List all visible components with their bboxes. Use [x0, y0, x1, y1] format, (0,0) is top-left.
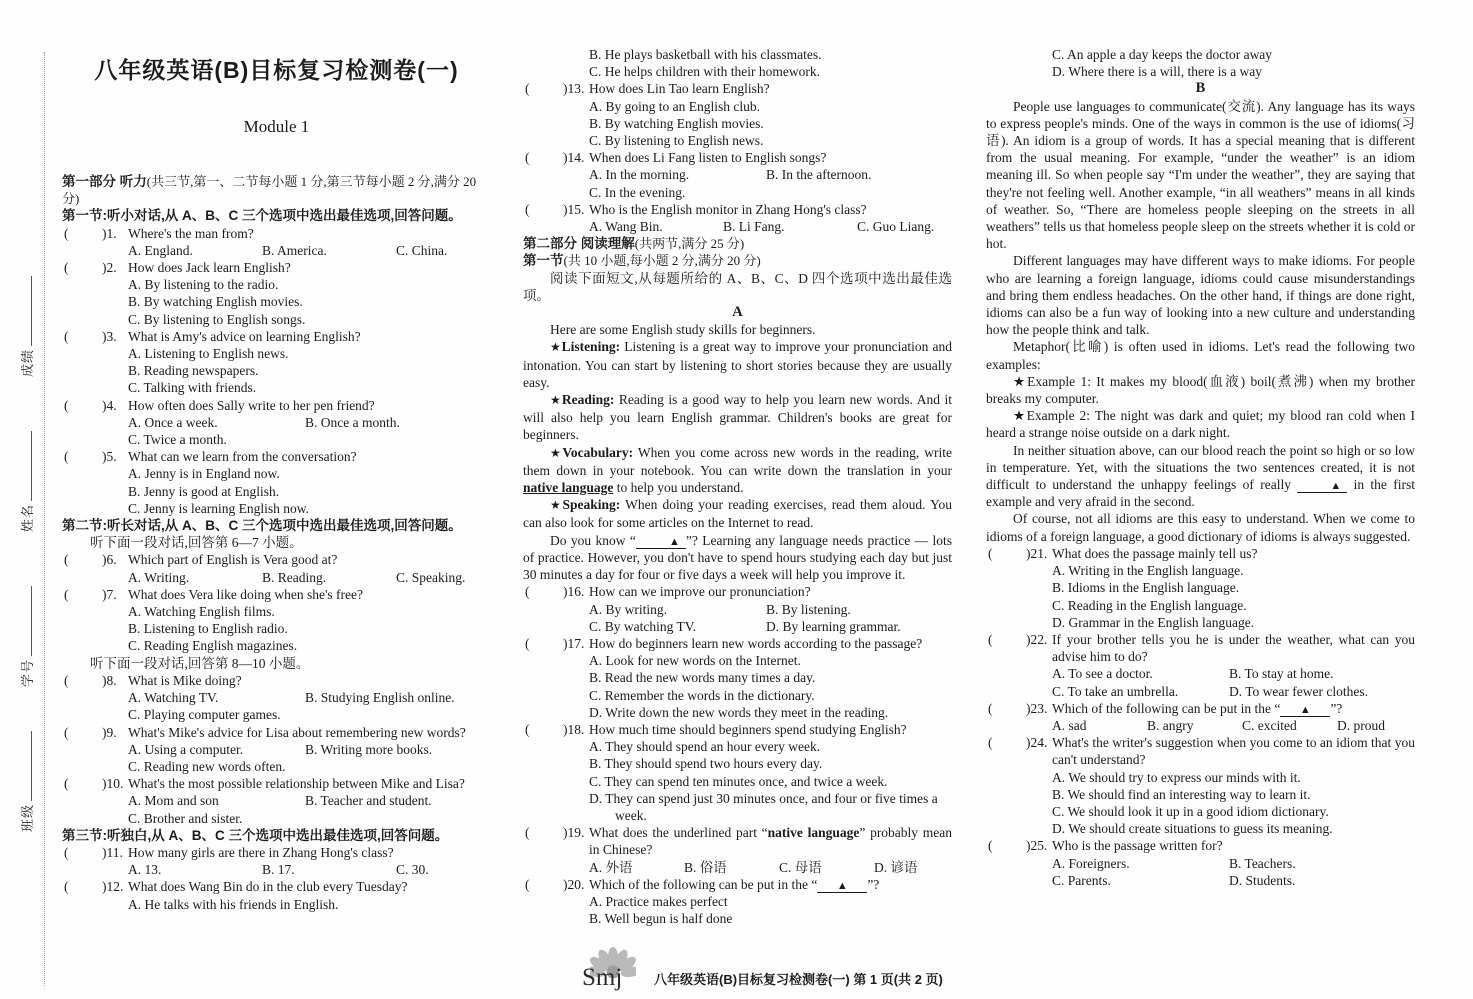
class-blank-line[interactable]: [19, 731, 32, 801]
answer-paren: (: [525, 584, 530, 600]
option: A. England.: [128, 242, 193, 258]
question-5: ( )5. What can we learn from the conversation?: [64, 449, 357, 465]
question-number: )3.: [102, 328, 117, 344]
question-number: )14.: [563, 150, 585, 166]
answer-paren: (: [64, 449, 69, 465]
question-number: )5.: [102, 449, 117, 465]
question-number: )20.: [563, 876, 585, 892]
part-heading: 第一部分 听力(共三节,第一、二节每小题 1 分,第三节每小题 2 分,满分 20 分): [62, 174, 477, 207]
question-number: )13.: [563, 81, 585, 97]
question-9: ( )9. What's Mike's advice for Lisa about remembering new words?: [64, 724, 466, 740]
question-number: )4.: [102, 397, 117, 413]
option: C. China.: [396, 242, 448, 258]
margin-field-class: [17, 731, 36, 832]
option: D. They can spend just 30 minutes once, and four or five times a week.: [589, 790, 938, 823]
option: C. excited: [1242, 717, 1297, 733]
option: C. He helps children with their homework.: [589, 64, 820, 80]
question-12: ( )12. What does Wang Bin do in the club every Tuesday?: [64, 879, 408, 895]
option: B. He plays basketball with his classmates.: [589, 47, 822, 62]
column-3: [986, 46, 1415, 889]
footer-page-info: 八年级英语(B)目标复习检测卷(一) 第 1 页(共 2 页): [654, 972, 943, 987]
question-number: )6.: [102, 552, 117, 568]
option: C. They can spend ten minutes once, and twice a week.: [589, 773, 888, 789]
option-row: [986, 855, 1415, 872]
answer-paren: (: [64, 260, 69, 276]
section-instruction: 第三节:听独白,从 A、B、C 三个选项中选出最佳选项,回答问题。: [62, 827, 449, 843]
answer-paren: (: [525, 825, 530, 841]
option: A. By going to an English club.: [589, 98, 760, 114]
question-number: )1.: [102, 225, 117, 241]
option: A. Watching English films.: [128, 604, 275, 620]
score-blank-line[interactable]: [19, 276, 32, 346]
reading-instruction: 阅读下面短文,从每题所给的 A、B、C、D 四个选项中选出最佳选项。: [523, 270, 952, 303]
option: B. Reading.: [262, 569, 327, 585]
question-25: ( )25. Who is the passage written for?: [988, 838, 1223, 854]
option-row: [986, 872, 1415, 889]
option: C. Reading English magazines.: [128, 638, 298, 654]
option-row: [523, 166, 952, 183]
question-13: ( )13. How does Lin Tao learn English?: [525, 81, 770, 97]
option: B. Teachers.: [1229, 855, 1296, 871]
option: C. Parents.: [1052, 872, 1111, 888]
question-number: )25.: [1026, 838, 1048, 854]
option: C. Remember the words in the dictionary.: [589, 687, 815, 703]
column-3-content: [986, 46, 1415, 889]
fold-line: [44, 52, 45, 986]
question-number: )18.: [563, 721, 585, 737]
option-row: [986, 717, 1415, 734]
option-row: [986, 665, 1415, 682]
answer-paren: (: [64, 328, 69, 344]
question-6: ( )6. Which part of English is Vera good at?: [64, 552, 338, 568]
module-heading: Module 1: [243, 117, 310, 136]
question-3: ( )3. What is Amy's advice on learning English?: [64, 328, 361, 344]
question-24: ( )24. What's the writer's suggestion when you come to an idiom that you can't understand?: [988, 735, 1415, 768]
answer-paren: (: [64, 397, 69, 413]
question-number: )15.: [563, 201, 585, 217]
option: A. By listening to the radio.: [128, 277, 279, 293]
question-number: )12.: [102, 879, 124, 895]
answer-blank: ▲: [1297, 480, 1347, 493]
answer-blank: ▲: [1280, 704, 1330, 717]
column-2-content: [523, 46, 952, 927]
section-instruction: 第一节:听小对话,从 A、B、C 三个选项中选出最佳选项,回答问题。: [62, 208, 462, 224]
option: A. Listening to English news.: [128, 346, 289, 362]
question-23: ( )23. Which of the following can be put in the “ ▲ ”?: [988, 700, 1343, 716]
question-number: )16.: [563, 584, 585, 600]
option: B. They should spend two hours every day.: [589, 756, 823, 772]
listening-instruction: 听下面一段对话,回答第 8—10 小题。: [90, 655, 310, 671]
margin-label-student-number: 学号: [20, 658, 35, 687]
passage-paragraph: ★Reading: Reading is a good way to help you learn new words. And it will also help you learn English grammar. Children's books are great for beginners.: [523, 392, 952, 443]
passage-paragraph: ★Example 1: It makes my blood(血液) boil(煮沸) when my brother breaks my computer.: [986, 373, 1415, 407]
answer-paren: (: [525, 150, 530, 166]
option: C. Guo Liang.: [857, 219, 935, 235]
option-row: [62, 689, 491, 706]
part-heading: 第一节(共 10 小题,每小题 2 分,满分 20 分): [523, 253, 761, 269]
option: B. Writing more books.: [305, 741, 433, 757]
passage-paragraph: Do you know “ ▲ ”? Learning any language needs practice — lots of practice. However, you don't have to spend hours studying each day but just 30 minutes a day for four or five days a week will help you improve it.: [523, 532, 952, 583]
option: B. Teacher and student.: [305, 793, 432, 809]
answer-paren: (: [64, 586, 69, 602]
question-number: )17.: [563, 635, 585, 651]
star-icon: ★: [550, 340, 562, 355]
star-icon: ★: [550, 393, 562, 408]
question-7: ( )7. What does Vera like doing when she's free?: [64, 586, 363, 602]
option: B. Read the new words many times a day.: [589, 670, 816, 686]
answer-paren: (: [64, 879, 69, 895]
option: C. Reading in the English language.: [1052, 597, 1247, 613]
column-1: [62, 46, 491, 913]
question-2: ( )2. How does Jack learn English?: [64, 260, 291, 276]
margin-field-student-number: [17, 586, 36, 687]
option: C. By watching TV.: [589, 618, 697, 634]
option: A. Once a week.: [128, 414, 218, 430]
option: B. We should find an interesting way to learn it.: [1052, 786, 1311, 802]
answer-paren: (: [64, 844, 69, 860]
option: A. In the morning.: [589, 167, 690, 183]
answer-blank: ▲: [636, 536, 686, 549]
option-row: [62, 569, 491, 586]
answer-paren: (: [525, 201, 530, 217]
answer-paren: (: [988, 735, 993, 751]
question-number: )10.: [102, 776, 124, 792]
option: B. By listening.: [766, 601, 851, 617]
option: C. 母语: [779, 859, 822, 875]
section-instruction: 第二节:听长对话,从 A、B、C 三个选项中选出最佳选项,回答问题。: [62, 518, 462, 534]
question-number: )8.: [102, 672, 117, 688]
option: D. Grammar in the English language.: [1052, 614, 1255, 630]
option-row: [523, 601, 952, 618]
question-1: ( )1. Where's the man from?: [64, 225, 254, 241]
answer-paren: (: [64, 552, 69, 568]
answer-paren: (: [988, 545, 993, 561]
answer-paren: (: [988, 631, 993, 647]
option: A. Using a computer.: [128, 741, 244, 757]
answer-paren: (: [64, 672, 69, 688]
answer-paren: (: [988, 700, 993, 716]
smj-logo-text: Smj: [582, 964, 623, 991]
option: C. By listening to English news.: [589, 133, 764, 149]
passage-paragraph: Metaphor(比喻) is often used in idioms. Let's read the following two examples:: [986, 339, 1415, 372]
option: C. Twice a month.: [128, 432, 227, 448]
option: A. sad: [1052, 717, 1087, 733]
answer-blank: ▲: [817, 880, 867, 893]
passage-paragraph: ★Speaking: When doing your reading exercises, read them aloud. You can also look for some articles on the Internet to read.: [523, 497, 952, 531]
option: B. Listening to English radio.: [128, 621, 288, 637]
option: A. Practice makes perfect: [589, 893, 728, 909]
passage-paragraph: People use languages to communicate(交流). Any language has its ways to express people's minds. One of the ways in common is the use of idioms(习语). An idiom is a group of words. It has a special meaning that is different from the usual meaning. For example, “under the weather” is an idiom meaning ill. So when people say “I'm under the weather”, they are saying that they're not feeling well. Another example, “in all weathers” means in all kinds of weather. So, “There are homeless people sleeping on the streets in all weathers” tells us that homeless people sleep on the streets whether it is cold or hot.: [986, 98, 1415, 252]
option: A. Writing.: [128, 569, 190, 585]
question-number: )2.: [102, 260, 117, 276]
passage-paragraph: Of course, not all idioms are this easy to understand. When we come to idioms of a foreign language, a good dictionary of idioms is always suggested.: [986, 511, 1415, 544]
passage-paragraph: ★Vocabulary: When you come across new words in the reading, write them down in your notebook. You can write down the translation in your native language to help you understand.: [523, 444, 952, 496]
page-footer: [582, 944, 943, 992]
answer-paren: (: [64, 724, 69, 740]
option-row: [62, 861, 491, 878]
question-10: ( )10. What's the most possible relationship between Mike and Lisa?: [64, 776, 465, 792]
option: D. Students.: [1229, 872, 1296, 888]
option: C. Brother and sister.: [128, 810, 243, 826]
option: B. In the afternoon.: [766, 167, 872, 183]
question-number: )22.: [1026, 631, 1048, 647]
option: D. To wear fewer clothes.: [1229, 683, 1369, 699]
question-number: )9.: [102, 724, 117, 740]
question-number: )7.: [102, 586, 117, 602]
option: C. Jenny is learning English now.: [128, 500, 309, 516]
question-20: ( )20. Which of the following can be put in the “ ▲ ”?: [525, 876, 880, 892]
question-11: ( )11. How many girls are there in Zhang Hong's class?: [64, 844, 394, 860]
option: D. By learning grammar.: [766, 618, 901, 634]
option: B. Jenny is good at English.: [128, 483, 280, 499]
question-4: ( )4. How often does Sally write to her pen friend?: [64, 397, 375, 413]
question-22: ( )22. If your brother tells you he is under the weather, what can you advise him to do?: [988, 631, 1415, 665]
part-heading: 第二部分 阅读理解(共两节,满分 25 分): [523, 236, 745, 252]
option: D. proud: [1337, 717, 1385, 733]
option: A. 外语: [589, 859, 633, 875]
passage-paragraph: In neither situation above, can our blood reach the point so high or so low in temperature. Yet, with the situations the two sentences created, it is not difficult to understand the unhappy feelings of really ▲ in the first example and very afraid in the second.: [986, 442, 1415, 510]
option-row: [523, 859, 952, 876]
option: A. He talks with his friends in English.: [128, 896, 339, 912]
option: C. Talking with friends.: [128, 380, 257, 396]
margin-label-class: 班级: [20, 803, 35, 832]
option: B. 17.: [262, 862, 295, 878]
margin-field-name: [17, 431, 36, 532]
question-18: ( )18. How much time should beginners spend studying English?: [525, 721, 907, 737]
option: B. angry: [1147, 717, 1194, 733]
option-row: [523, 218, 952, 235]
student-number-blank-line[interactable]: [19, 586, 32, 656]
option: A. They should spend an hour every week.: [589, 739, 821, 755]
option-row: [62, 414, 491, 431]
option-row: [62, 242, 491, 259]
passage-paragraph: Different languages may have different ways to make idioms. For people who are learning a foreign language, idioms could cause misunderstandings and bring them endless headaches. On the other hand, if things are done right, idioms can also be a fun way of looking into a new culture and understanding how the people think and talk.: [986, 253, 1415, 338]
option-row: [62, 741, 491, 758]
listening-instruction: 听下面一段对话,回答第 6—7 小题。: [90, 535, 303, 551]
question-15: ( )15. Who is the English monitor in Zhang Hong's class?: [525, 201, 867, 217]
option: C. We should look it up in a good idiom dictionary.: [1052, 803, 1329, 819]
option: A. Mom and son: [128, 793, 219, 809]
option: A. Watching TV.: [128, 690, 219, 706]
answer-paren: (: [525, 635, 530, 651]
option: D. Write down the new words they meet in the reading.: [589, 704, 889, 720]
passage-label: B: [1195, 80, 1206, 97]
star-icon: ★: [550, 445, 563, 460]
name-blank-line[interactable]: [19, 431, 32, 501]
option: A. Writing in the English language.: [1052, 563, 1244, 579]
option: C. By listening to English songs.: [128, 311, 306, 327]
option: B. America.: [262, 242, 327, 258]
margin-field-score: [17, 276, 36, 377]
question-14: ( )14. When does Li Fang listen to English songs?: [525, 150, 827, 166]
column-1-content: [62, 173, 491, 913]
option: B. Once a month.: [305, 414, 400, 430]
smj-logo: [582, 944, 644, 992]
answer-paren: (: [64, 225, 69, 241]
option: B. Reading newspapers.: [128, 363, 259, 379]
option: B. Well begun is half done: [589, 911, 733, 927]
option-row: [986, 683, 1415, 700]
option: A. Jenny is in England now.: [128, 466, 280, 482]
option: D. We should create situations to guess its meaning.: [1052, 821, 1333, 837]
answer-paren: (: [525, 876, 530, 892]
margin-label-name: 姓名: [20, 503, 35, 532]
option: A. Look for new words on the Internet.: [589, 653, 801, 669]
option: C. To take an umbrella.: [1052, 683, 1179, 699]
option: B. To stay at home.: [1229, 666, 1334, 682]
answer-paren: (: [525, 81, 530, 97]
option: C. Speaking.: [396, 569, 466, 585]
option: C. Playing computer games.: [128, 707, 281, 723]
option: A. To see a doctor.: [1052, 666, 1153, 682]
option: A. We should try to express our minds with it.: [1052, 769, 1301, 785]
question-17: ( )17. How do beginners learn new words according to the passage?: [525, 635, 923, 651]
question-number: )23.: [1026, 700, 1048, 716]
star-icon: ★: [550, 498, 563, 513]
option: C. Reading new words often.: [128, 758, 286, 774]
option-row: [62, 792, 491, 809]
option: C. An apple a day keeps the doctor away: [1052, 47, 1273, 62]
question-number: )21.: [1026, 545, 1048, 561]
option: B. Idioms in the English language.: [1052, 580, 1240, 596]
answer-paren: (: [988, 838, 993, 854]
answer-paren: (: [64, 776, 69, 792]
option: D. Where there is a will, there is a way: [1052, 64, 1263, 80]
option: C. In the evening.: [589, 184, 686, 200]
option: A. Wang Bin.: [589, 219, 663, 235]
option: A. Foreigners.: [1052, 855, 1130, 871]
passage-paragraph: ★Example 2: The night was dark and quiet; my blood ran cold when I heard a strange noise outside on a dark night.: [986, 408, 1415, 441]
option: B. By watching English movies.: [589, 115, 764, 131]
option: B. Studying English online.: [305, 690, 455, 706]
margin-label-score: 成绩: [20, 348, 35, 377]
column-2: [523, 46, 952, 927]
passage-paragraph: ★Listening: Listening is a great way to improve your pronunciation and intonation. You can start by listening to short stories because they are usually easy.: [523, 339, 952, 390]
option: A. 13.: [128, 862, 162, 878]
question-8: ( )8. What is Mike doing?: [64, 672, 242, 688]
option: C. 30.: [396, 862, 429, 878]
question-number: )11.: [102, 844, 123, 860]
option: B. By watching English movies.: [128, 294, 303, 310]
question-21: ( )21. What does the passage mainly tell us?: [988, 545, 1258, 561]
option-row: [523, 618, 952, 635]
passage-paragraph: Here are some English study skills for beginners.: [550, 322, 816, 338]
paper-title: 八年级英语(B)目标复习检测卷(一): [94, 57, 459, 83]
passage-label: A: [732, 304, 743, 321]
question-number: )24.: [1026, 735, 1048, 751]
answer-paren: (: [525, 721, 530, 737]
question-19: ( )19. What does the underlined part “native language” probably mean in Chinese?: [525, 825, 952, 858]
question-number: )19.: [563, 825, 585, 841]
option: A. By writing.: [589, 601, 668, 617]
option: B. Li Fang.: [723, 219, 785, 235]
option: D. 谚语: [874, 859, 918, 875]
option: B. 俗语: [684, 859, 727, 875]
question-16: ( )16. How can we improve our pronunciation?: [525, 584, 811, 600]
